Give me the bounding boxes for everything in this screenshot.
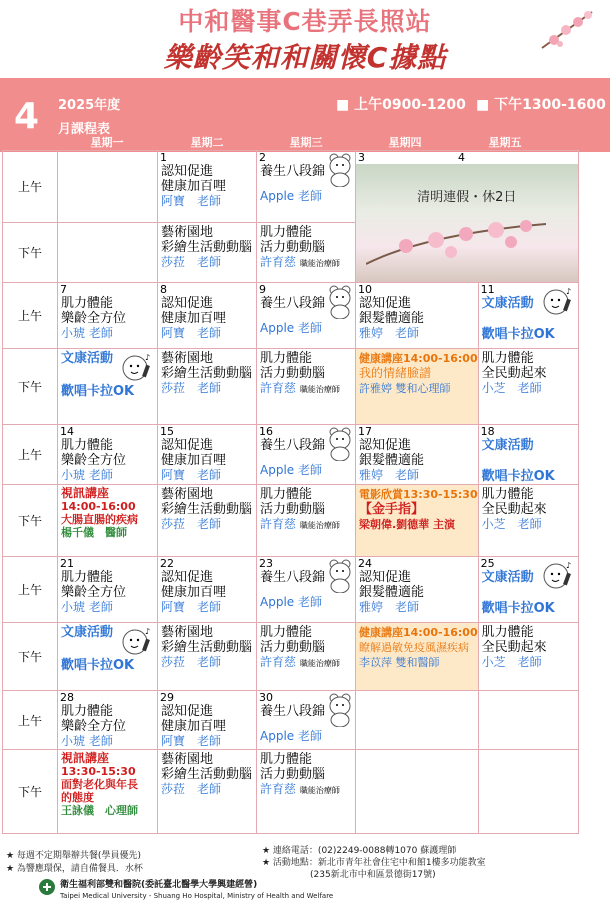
svg-text:♪: ♪ bbox=[145, 353, 151, 362]
day-header: 星期五 bbox=[488, 136, 522, 149]
activity-subtitle: 彩繪生活動動腦 bbox=[161, 240, 253, 255]
schedule-cell bbox=[257, 691, 356, 750]
activity-title: 文康活動 bbox=[481, 296, 534, 311]
schedule-cell bbox=[257, 623, 356, 691]
activity-subtitle: 彩繪生活動動腦 bbox=[161, 640, 253, 655]
activity-title: 肌力體能 bbox=[481, 625, 534, 640]
schedule-cell bbox=[58, 425, 158, 485]
week-row bbox=[3, 485, 579, 557]
activity-title: 養生八段錦 bbox=[260, 704, 326, 719]
date-number: 22 bbox=[160, 557, 174, 570]
blossom-branch-icon bbox=[532, 4, 602, 52]
schedule-cell bbox=[478, 750, 578, 834]
teacher-name: Apple 老師 bbox=[260, 729, 322, 743]
activity-title: 藝術園地 bbox=[161, 351, 214, 366]
schedule-cell bbox=[356, 623, 479, 691]
date-number: 21 bbox=[60, 557, 74, 570]
date-number: 8 bbox=[160, 283, 167, 296]
schedule-cell bbox=[158, 223, 257, 283]
activity-subtitle: 健康加百哩 bbox=[161, 453, 227, 468]
schedule-cell bbox=[158, 691, 257, 750]
center-slogan: 樂齡笑和和關懷C據點 bbox=[163, 41, 447, 74]
schedule-cell bbox=[257, 283, 356, 349]
week-row bbox=[3, 283, 579, 349]
schedule-cell bbox=[158, 623, 257, 691]
schedule-cell bbox=[158, 557, 257, 623]
teacher-name: 許育慈 職能治療師 bbox=[260, 517, 340, 531]
lecture-topic-cont: 的態度 bbox=[61, 791, 94, 804]
teacher-name: 許育慈 職能治療師 bbox=[260, 381, 340, 395]
date-number: 9 bbox=[259, 283, 266, 296]
schedule-cell bbox=[257, 349, 356, 425]
activity-title: 肌力體能 bbox=[481, 487, 534, 502]
schedule-cell bbox=[257, 151, 356, 223]
health-talk-speaker: 許雅婷 雙和心理師 bbox=[359, 382, 451, 395]
date-number: 28 bbox=[60, 691, 74, 704]
hospital-name-en: Taipei Medical University - Shuang Ho Hospital, Ministry of Health and Welfare bbox=[60, 892, 334, 900]
activity-subtitle: 活力動動腦 bbox=[260, 640, 326, 655]
activity-title: 養生八段錦 bbox=[260, 438, 326, 453]
teacher-name: 小琥 老師 bbox=[61, 600, 113, 614]
activity-subtitle: 歡唱卡拉OK bbox=[481, 469, 555, 484]
schedule-cell bbox=[58, 691, 158, 750]
activity-title: 肌力體能 bbox=[260, 625, 313, 640]
day-header: 星期一 bbox=[90, 136, 124, 149]
period-label: 下午 bbox=[3, 623, 58, 691]
movie-name: 【金手指】 bbox=[359, 502, 425, 517]
activity-subtitle: 歡唱卡拉OK bbox=[61, 658, 135, 673]
period-label: 下午 bbox=[3, 223, 58, 283]
schedule-cell bbox=[478, 623, 578, 691]
activity-subtitle: 全民動起來 bbox=[481, 366, 547, 381]
teacher-name: 小芝 老師 bbox=[481, 517, 542, 531]
activity-subtitle: 彩繪生活動動腦 bbox=[161, 767, 253, 782]
teacher-name: 阿寶 老師 bbox=[161, 734, 222, 748]
activity-title: 肌力體能 bbox=[61, 438, 114, 453]
schedule-cell bbox=[478, 283, 578, 349]
lecturer-name: 楊千儀 醫師 bbox=[61, 526, 127, 539]
date-number: 15 bbox=[160, 425, 174, 438]
period-label: 下午 bbox=[3, 750, 58, 834]
teacher-name: 雅婷 老師 bbox=[359, 600, 420, 614]
activity-title: 藝術園地 bbox=[161, 225, 214, 240]
week-row bbox=[3, 691, 579, 750]
calendar-grid bbox=[2, 150, 579, 834]
center-name: 中和醫事C巷弄長照站 bbox=[178, 7, 432, 36]
teacher-name: 雅婷 老師 bbox=[359, 468, 420, 482]
activity-title: 肌力體能 bbox=[61, 296, 114, 311]
health-talk-title: 健康講座14:00-16:00 bbox=[359, 352, 478, 365]
singing-mic-icon bbox=[542, 285, 576, 317]
teacher-name: 小琥 老師 bbox=[61, 326, 113, 340]
movie-title: 電影欣賞13:30-15:30 bbox=[359, 488, 478, 501]
lecture-time: 14:00-16:00 bbox=[61, 500, 136, 513]
schedule-cell bbox=[478, 557, 578, 623]
activity-title: 認知促進 bbox=[359, 438, 412, 453]
holiday-cell: 3 4 清明連假・休2日 bbox=[356, 151, 579, 283]
bear-icon bbox=[327, 559, 353, 593]
lecture-time: 13:30-15:30 bbox=[61, 765, 136, 778]
date-number: 7 bbox=[60, 283, 67, 296]
lecture-topic: 大腸直腸的疾病 bbox=[61, 513, 138, 526]
singing-mic-icon bbox=[121, 625, 155, 657]
teacher-name: 許育慈 職能治療師 bbox=[260, 782, 340, 796]
activity-title: 肌力體能 bbox=[260, 752, 313, 767]
footer-phone: ★ 連絡電話：(02)2249-0088轉1070 蘇護理師 bbox=[262, 846, 457, 856]
day-header: 星期四 bbox=[388, 136, 422, 149]
activity-title: 養生八段錦 bbox=[260, 570, 326, 585]
bear-icon bbox=[327, 285, 353, 319]
teacher-name: 莎菈 老師 bbox=[161, 255, 222, 269]
date-number: 18 bbox=[480, 425, 495, 438]
hospital-name: 衛生福利部雙和醫院(委託臺北醫學大學興建經營) bbox=[60, 880, 258, 890]
schedule-cell bbox=[478, 485, 578, 557]
activity-subtitle: 健康加百哩 bbox=[161, 719, 227, 734]
schedule-cell bbox=[356, 349, 479, 425]
schedule-cell bbox=[58, 557, 158, 623]
svg-text:♪: ♪ bbox=[145, 627, 151, 636]
teacher-name: 小芝 老師 bbox=[481, 381, 542, 395]
teacher-name: 阿寶 老師 bbox=[161, 194, 222, 208]
period-label: 上午 bbox=[3, 151, 58, 223]
schedule-cell bbox=[158, 151, 257, 223]
afternoon-hours: ■ 下午1300-1600 bbox=[476, 97, 606, 113]
footer-eco-note: ★ 為響應環保，請自備餐具．水杯 bbox=[6, 864, 143, 874]
activity-title: 認知促進 bbox=[161, 438, 214, 453]
teacher-name: Apple 老師 bbox=[260, 189, 322, 203]
activity-title: 肌力體能 bbox=[260, 351, 313, 366]
schedule-cell bbox=[58, 283, 158, 349]
date-number: 10 bbox=[358, 283, 372, 296]
health-talk-title: 健康講座14:00-16:00 bbox=[359, 626, 478, 639]
singing-mic-icon bbox=[542, 559, 576, 591]
teacher-name: 阿寶 老師 bbox=[161, 600, 222, 614]
activity-title: 認知促進 bbox=[161, 164, 214, 179]
schedule-cell bbox=[158, 425, 257, 485]
activity-title: 認知促進 bbox=[161, 296, 214, 311]
activity-subtitle: 全民動起來 bbox=[481, 640, 547, 655]
health-talk-topic: 瞭解過敏免疫風濕疾病 bbox=[359, 641, 469, 654]
day-header: 星期三 bbox=[289, 136, 323, 149]
date-number: 11 bbox=[480, 283, 495, 296]
period-label: 上午 bbox=[3, 691, 58, 750]
period-label: 下午 bbox=[3, 349, 58, 425]
teacher-name: 小琥 老師 bbox=[61, 734, 113, 748]
period-label: 下午 bbox=[3, 485, 58, 557]
schedule-cell bbox=[356, 425, 479, 485]
footer-meal-note: ★ 每週不定期舉辦共餐(學員優先) bbox=[6, 851, 141, 861]
teacher-name: 小芝 老師 bbox=[481, 655, 542, 669]
year-label: 2025年度 bbox=[58, 98, 121, 113]
lecture-title: 視訊講座 bbox=[61, 751, 110, 765]
schedule-cell bbox=[58, 349, 158, 425]
svg-text:♪: ♪ bbox=[565, 561, 571, 570]
date-number: 14 bbox=[60, 425, 74, 438]
activity-title: 肌力體能 bbox=[61, 570, 114, 585]
date-number: 17 bbox=[358, 425, 372, 438]
date-number: 25 bbox=[480, 557, 495, 570]
activity-subtitle: 健康加百哩 bbox=[161, 179, 227, 194]
week-row bbox=[3, 557, 579, 623]
week-row bbox=[3, 349, 579, 425]
activity-title: 認知促進 bbox=[161, 704, 214, 719]
activity-title: 肌力體能 bbox=[260, 487, 313, 502]
schedule-cell bbox=[356, 557, 479, 623]
teacher-name: Apple 老師 bbox=[260, 463, 322, 477]
bear-icon bbox=[327, 427, 353, 461]
lecturer-name: 王詠儀 心理師 bbox=[61, 804, 138, 817]
lecture-title: 視訊講座 bbox=[61, 486, 110, 500]
date-number: 23 bbox=[259, 557, 273, 570]
activity-title: 肌力體能 bbox=[260, 225, 313, 240]
schedule-cell bbox=[257, 485, 356, 557]
schedule-cell bbox=[257, 425, 356, 485]
schedule-cell bbox=[158, 283, 257, 349]
schedule-cell bbox=[257, 223, 356, 283]
teacher-name: 莎菈 老師 bbox=[161, 782, 222, 796]
date-number: 29 bbox=[160, 691, 174, 704]
activity-title: 肌力體能 bbox=[481, 351, 534, 366]
footer-address: (235新北市中和區景德街17號) bbox=[310, 870, 436, 880]
teacher-name: Apple 老師 bbox=[260, 321, 322, 335]
teacher-name: Apple 老師 bbox=[260, 595, 322, 609]
schedule-cell bbox=[158, 349, 257, 425]
bear-icon bbox=[327, 153, 353, 187]
holiday-text: 清明連假・休2日 bbox=[417, 190, 517, 205]
schedule-cell bbox=[158, 485, 257, 557]
activity-subtitle: 彩繪生活動動腦 bbox=[161, 366, 253, 381]
week-row bbox=[3, 750, 579, 834]
schedule-cell bbox=[158, 750, 257, 834]
activity-title: 藝術園地 bbox=[161, 487, 214, 502]
activity-title: 文康活動 bbox=[61, 351, 114, 366]
health-talk-speaker: 李苡萍 雙和醫師 bbox=[359, 656, 440, 669]
activity-subtitle: 樂齡全方位 bbox=[61, 719, 127, 734]
teacher-name: 許育慈 職能治療師 bbox=[260, 655, 340, 669]
activity-subtitle: 歡唱卡拉OK bbox=[481, 327, 555, 342]
teacher-name: 阿寶 老師 bbox=[161, 468, 222, 482]
activity-subtitle: 活力動動腦 bbox=[260, 767, 326, 782]
schedule-cell bbox=[58, 750, 158, 834]
morning-hours: ■ 上午0900-1200 bbox=[336, 97, 466, 113]
holiday-image bbox=[356, 164, 578, 282]
period-label: 上午 bbox=[3, 425, 58, 485]
teacher-name: 雅婷 老師 bbox=[359, 326, 420, 340]
activity-subtitle: 銀髮體適能 bbox=[359, 585, 425, 600]
activity-subtitle: 活力動動腦 bbox=[260, 502, 326, 517]
activity-title: 藝術園地 bbox=[161, 752, 214, 767]
activity-title: 文康活動 bbox=[481, 438, 534, 453]
schedule-cell bbox=[356, 750, 479, 834]
activity-title: 認知促進 bbox=[359, 570, 412, 585]
schedule-cell bbox=[356, 283, 479, 349]
movie-cast: 梁朝偉.劉德華 主演 bbox=[359, 518, 456, 531]
activity-title: 養生八段錦 bbox=[260, 164, 326, 179]
schedule-cell bbox=[58, 151, 158, 223]
activity-subtitle: 銀髮體適能 bbox=[359, 311, 425, 326]
teacher-name: 莎菈 老師 bbox=[161, 517, 222, 531]
activity-title: 養生八段錦 bbox=[260, 296, 326, 311]
activity-subtitle: 全民動起來 bbox=[481, 502, 547, 517]
activity-subtitle: 歡唱卡拉OK bbox=[61, 384, 135, 399]
week-row bbox=[3, 151, 579, 223]
week-row bbox=[3, 623, 579, 691]
date-number: 24 bbox=[358, 557, 372, 570]
date-number: 16 bbox=[259, 425, 273, 438]
schedule-cell bbox=[257, 750, 356, 834]
date-number: 1 bbox=[160, 151, 167, 164]
hospital-logo-icon bbox=[38, 878, 56, 896]
activity-subtitle: 活力動動腦 bbox=[260, 240, 326, 255]
activity-title: 認知促進 bbox=[359, 296, 412, 311]
schedule-cell bbox=[478, 349, 578, 425]
schedule-cell bbox=[58, 623, 158, 691]
health-talk-topic: 我的情緒臉譜 bbox=[359, 366, 432, 380]
activity-title: 文康活動 bbox=[61, 625, 114, 640]
teacher-name: 莎菈 老師 bbox=[161, 381, 222, 395]
activity-title: 認知促進 bbox=[161, 570, 214, 585]
lecture-topic: 面對老化與年長 bbox=[61, 778, 138, 791]
teacher-name: 阿寶 老師 bbox=[161, 326, 222, 340]
activity-subtitle: 樂齡全方位 bbox=[61, 453, 127, 468]
footer-location: ★ 活動地點：新北市青年社會住宅中和館1樓多功能教室 bbox=[262, 858, 486, 868]
schedule-cell bbox=[478, 425, 578, 485]
activity-subtitle: 活力動動腦 bbox=[260, 366, 326, 381]
activity-subtitle: 歡唱卡拉OK bbox=[481, 601, 555, 616]
singing-mic-icon bbox=[121, 351, 155, 383]
day-header: 星期二 bbox=[190, 136, 224, 149]
activity-title: 藝術園地 bbox=[161, 625, 214, 640]
bear-icon bbox=[327, 693, 353, 727]
activity-subtitle: 樂齡全方位 bbox=[61, 311, 127, 326]
schedule-cell bbox=[356, 485, 479, 557]
activity-subtitle: 樂齡全方位 bbox=[61, 585, 127, 600]
week-row bbox=[3, 425, 579, 485]
teacher-name: 小琥 老師 bbox=[61, 468, 113, 482]
date-number: 2 bbox=[259, 151, 266, 164]
activity-subtitle: 彩繪生活動動腦 bbox=[161, 502, 253, 517]
activity-title: 文康活動 bbox=[481, 570, 534, 585]
schedule-cell bbox=[356, 691, 479, 750]
teacher-name: 莎菈 老師 bbox=[161, 655, 222, 669]
svg-text:♪: ♪ bbox=[565, 287, 571, 296]
activity-subtitle: 健康加百哩 bbox=[161, 585, 227, 600]
schedule-subtitle: 月課程表 bbox=[58, 122, 111, 137]
schedule-cell bbox=[58, 485, 158, 557]
activity-title: 肌力體能 bbox=[61, 704, 114, 719]
schedule-cell bbox=[58, 223, 158, 283]
period-label: 上午 bbox=[3, 283, 58, 349]
month-number: 4 bbox=[14, 96, 40, 137]
period-label: 上午 bbox=[3, 557, 58, 623]
teacher-name: 許育慈 職能治療師 bbox=[260, 255, 340, 269]
date-number: 30 bbox=[259, 691, 273, 704]
schedule-cell bbox=[478, 691, 578, 750]
schedule-cell bbox=[257, 557, 356, 623]
activity-subtitle: 健康加百哩 bbox=[161, 311, 227, 326]
activity-subtitle: 銀髮體適能 bbox=[359, 453, 425, 468]
